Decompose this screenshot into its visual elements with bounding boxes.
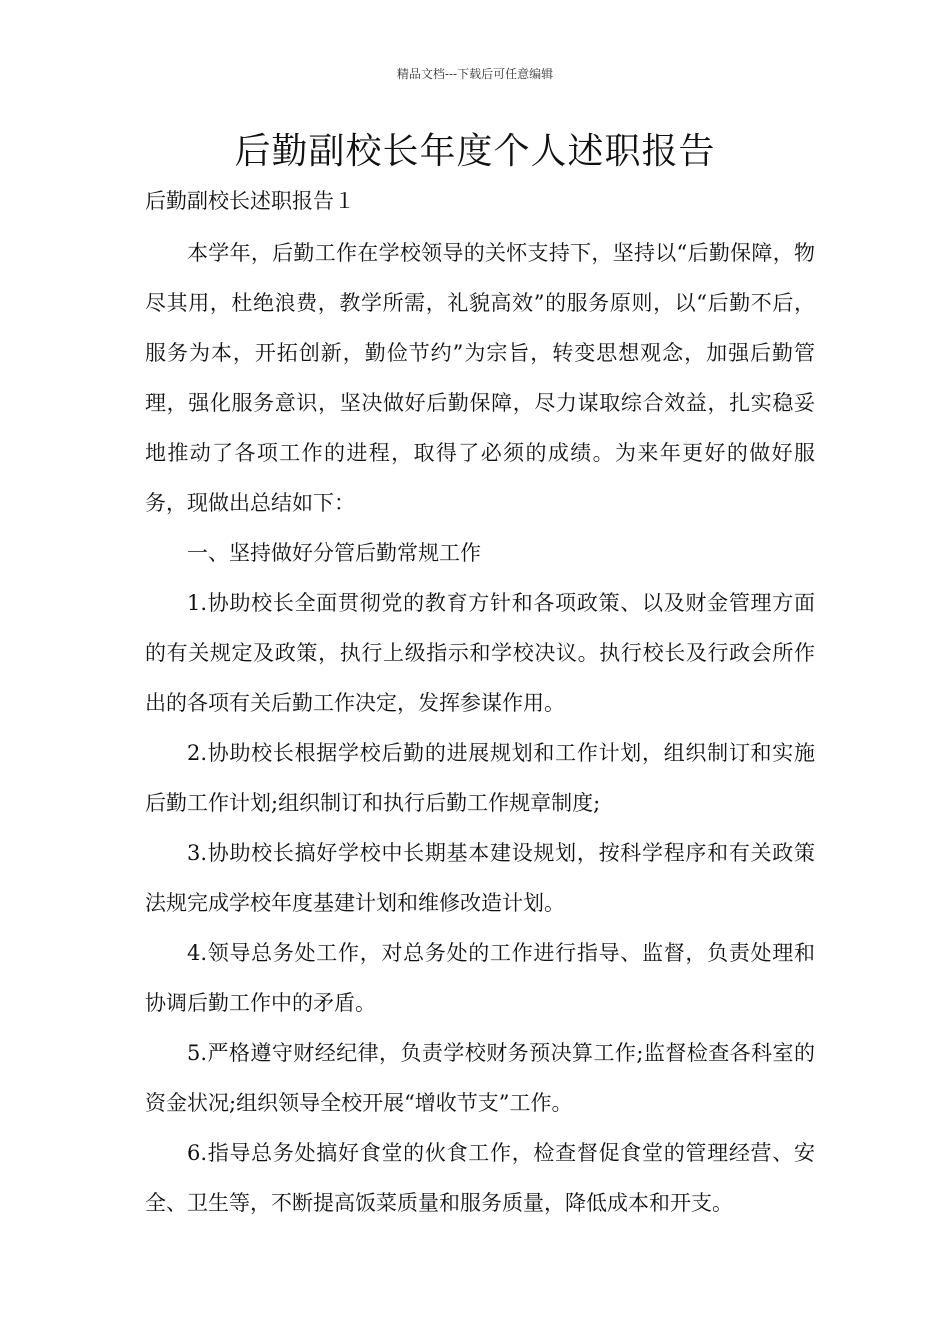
document-subtitle: 后勤副校长述职报告１: [145, 189, 355, 213]
header-note: 精品文档---下载后可任意编辑: [396, 67, 554, 81]
paragraph-item-2: 2.协助校长根据学校后勤的进展规划和工作计划，组织制订和实施后勤工作计划;组织制订和执行后勤工作规章制度;: [145, 741, 815, 815]
paragraph-item-3: 3.协助校长搞好学校中长期基本建设规划，按科学程序和有关政策法规完成学校年度基建计划和维修改造计划。: [145, 841, 815, 915]
document-title: 后勤副校长年度个人述职报告: [234, 131, 716, 172]
paragraph-item-5: 5.严格遵守财经纪律，负责学校财务预决算工作;监督检查各科室的资金状况;组织领导全校开展“增收节支”工作。: [145, 1041, 815, 1115]
paragraph-item-6: 6.指导总务处搞好食堂的伙食工作，检查督促食堂的管理经营、安全、卫生等，不断提高饭菜质量和服务质量，降低成本和开支。: [145, 1141, 815, 1215]
paragraph-item-1: 1.协助校长全面贯彻党的教育方针和各项政策、以及财金管理方面的有关规定及政策，执行上级指示和学校决议。执行校长及行政会所作出的各项有关后勤工作决定，发挥参谋作用。: [145, 591, 815, 715]
paragraph-item-4: 4.领导总务处工作，对总务处的工作进行指导、监督，负责处理和协调后勤工作中的矛盾。: [145, 941, 815, 1015]
section-heading: 一、坚持做好分管后勤常规工作: [187, 541, 481, 565]
paragraph-intro: 本学年，后勤工作在学校领导的关怀支持下，坚持以“后勤保障，物尽其用，杜绝浪费，教学所需，礼貌高效”的服务原则，以“后勤不后，服务为本，开拓创新，勤俭节约”为宗旨，转变思想观念，加强后勤管理，强化服务意识，坚决做好后勤保障，尽力谋取综合效益，扎实稳妥地推动了各项工作的进程，取得了必须的成绩。为来年更好的做好服务，现做出总结如下：: [145, 241, 815, 515]
document-body: [145, 228, 815, 1228]
